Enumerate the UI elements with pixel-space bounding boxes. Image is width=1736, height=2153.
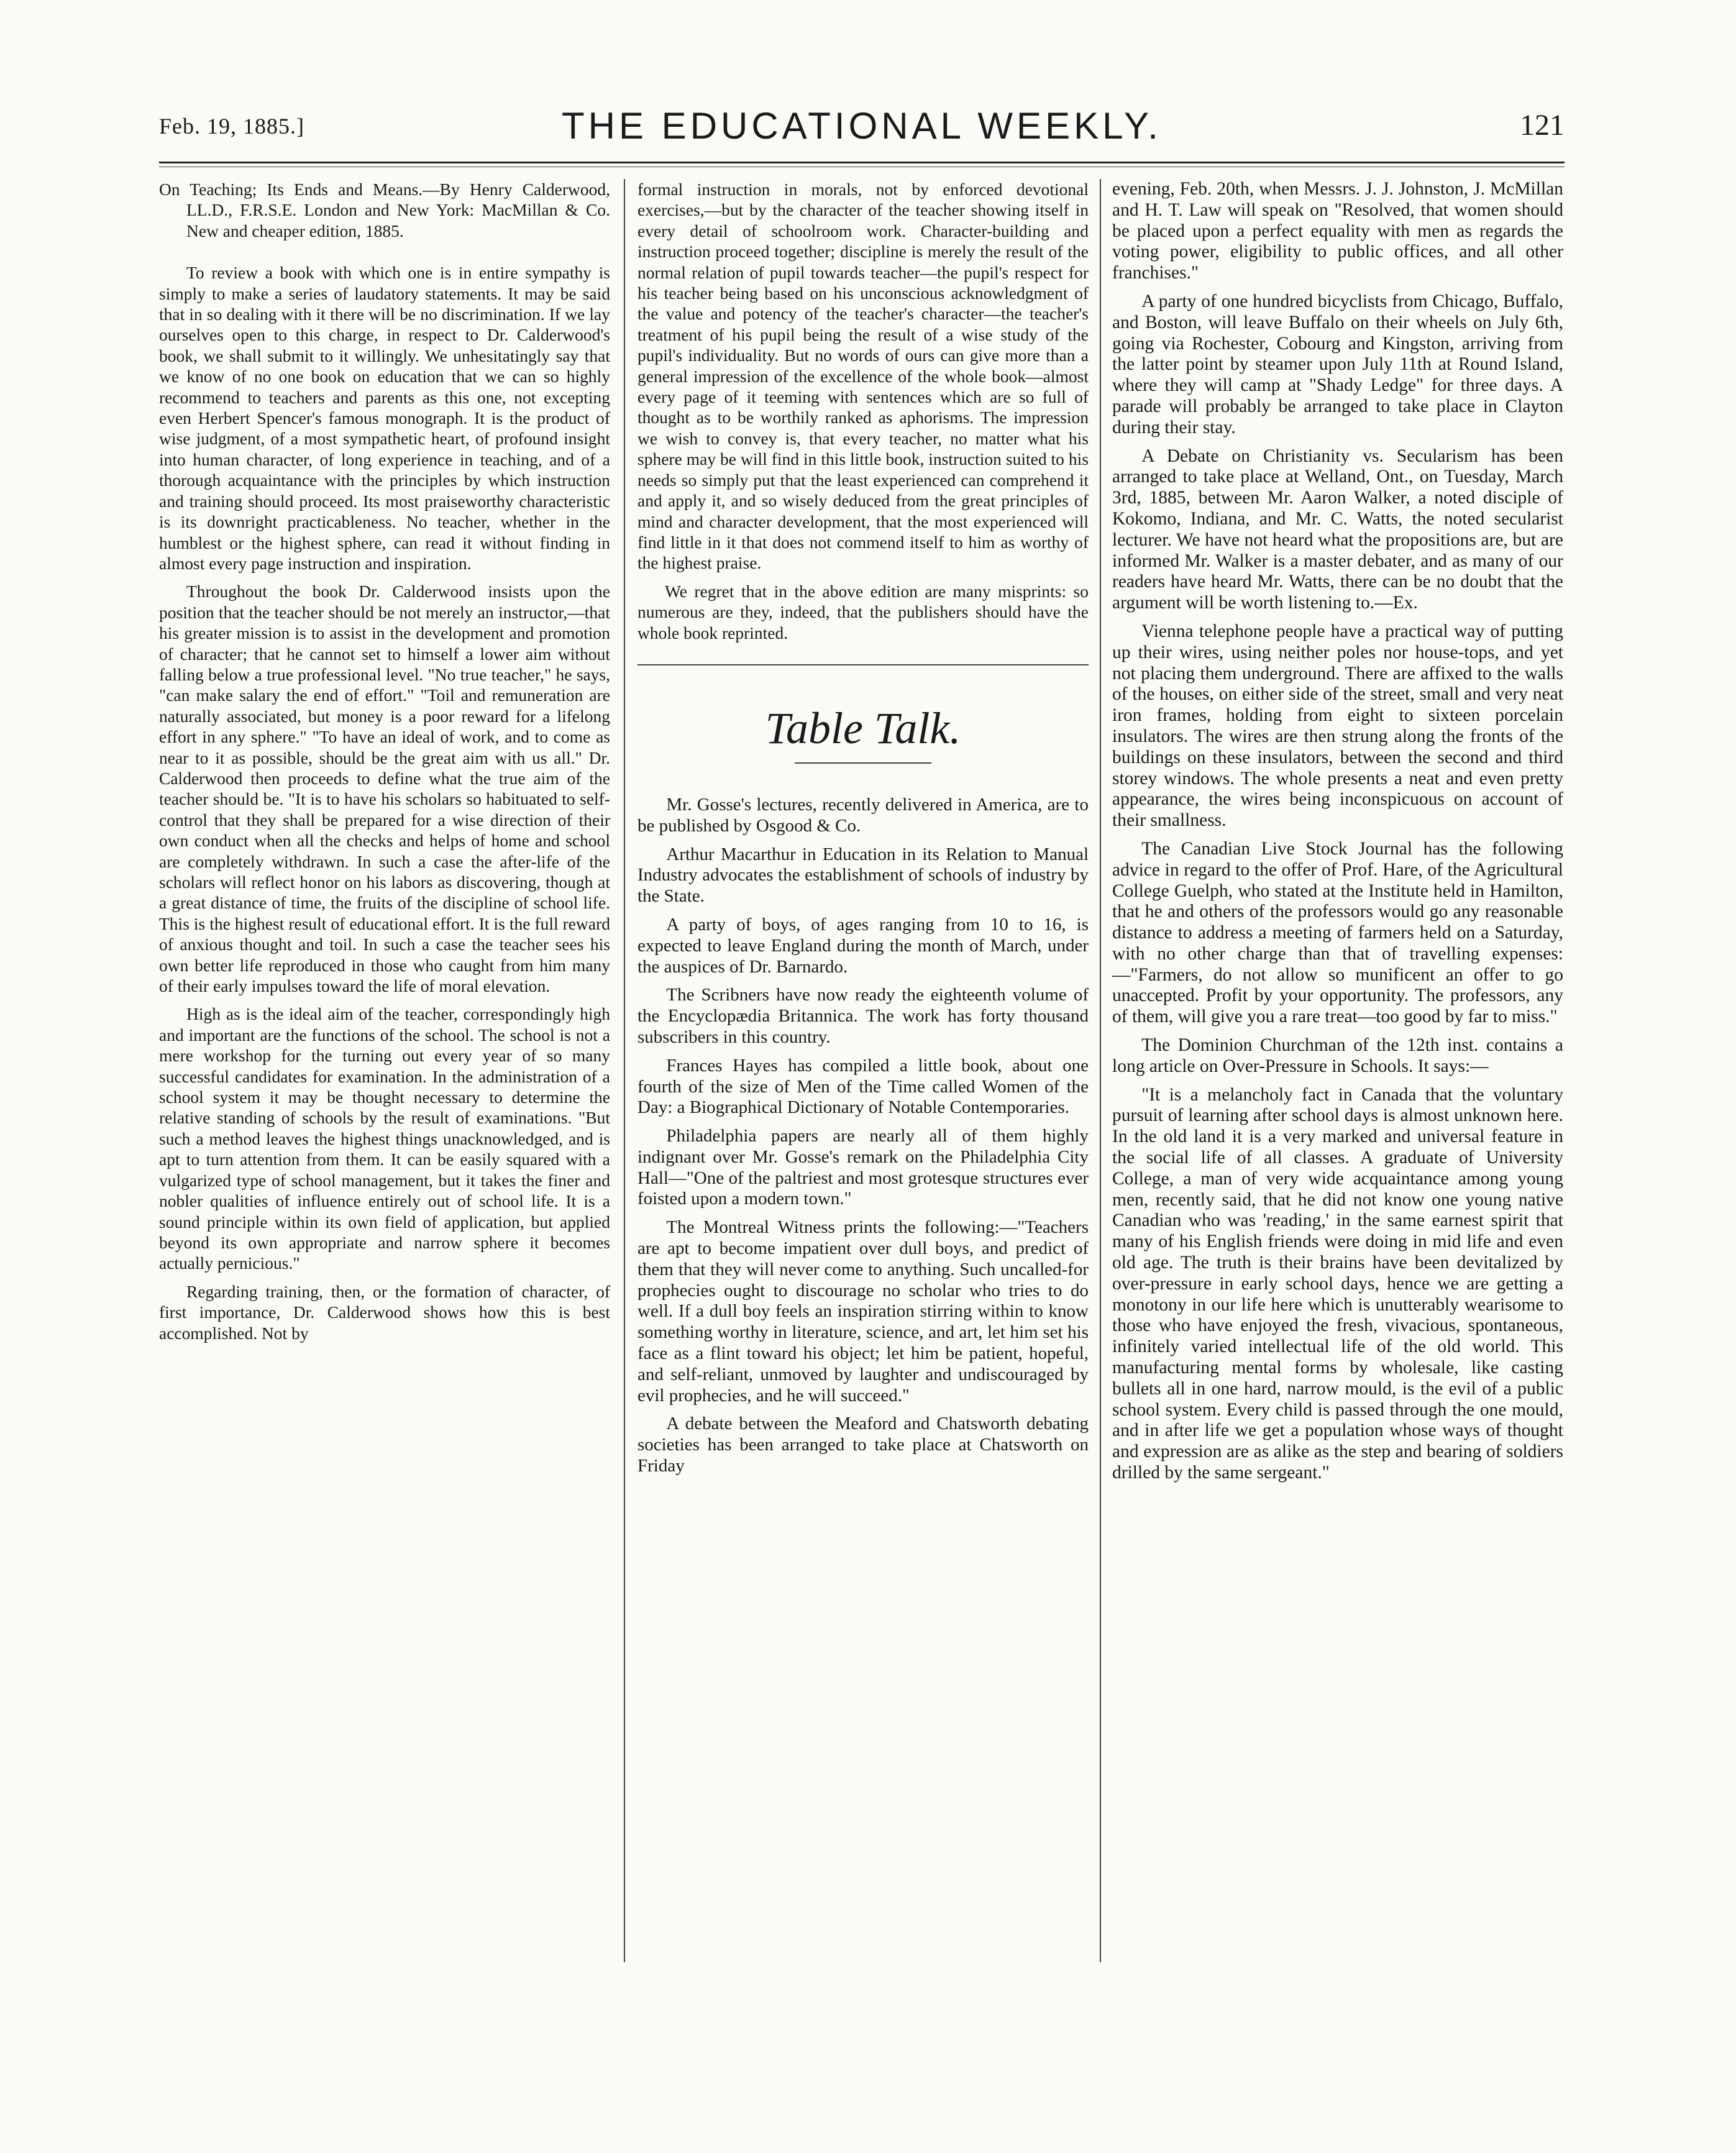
section-title: Table Talk. [765,703,961,753]
page-header [159,104,1565,148]
review-paragraph: High as is the ideal aim of the teacher, correspondingly high and important are the functions of the school. The school is not a mere workshop for the turning out every year of so many successful candidates for examination. In the administration of a school system it may be thought necessary to determine the relative standing of schools by the result of examinations. "But such a method leaves the highest things unacknowledged, and is apt to turn attention from them. It can be easily squared with a vulgarized type of school management, but it takes the finer and nobler qualities of influence entirely out of school life. It is a sound principle within its own field of application, but applied beyond its own appropriate and narrow sphere it becomes actually pernicious." [159,1004,610,1273]
section-rule [637,664,1089,665]
review-paragraph: To review a book with which one is in entire sympathy is simply to make a series of laudatory statements. It may be said that in so dealing with it there will be no discrimination. If we lay ourselves open to this charge, in respect to Dr. Calderwood's book, we shall submit to it willingly. We unhesitatingly say that we know of no one book on education that we can so highly recommend to teachers and parents as this one, not excepting even Herbert Spencer's famous monograph. It is the product of wise judgment, of a most sympathetic heart, of profound insight into human character, of long experience in teaching, and of a thorough acquaintance with the principles by which instruction and training should proceed. Its most praiseworthy characteristic is its downright practicableness. No teacher, whether in the humblest or the highest sphere, can read it without finding in almost every page instruction and inspiration. [159,263,610,573]
issue-date: Feb. 19, 1885.] [159,114,304,139]
news-item: A Debate on Christianity vs. Secularism has been arranged to take place at Welland, Ont., on Tuesday, March 3rd, 1885, between Mr. Aaron Walker, a noted disciple of Kokomo, Indiana, and Mr. C. Watts, the noted secularist lecturer. We have not heard what the propositions are, but are informed Mr. Walker is a master debater, and as many of our readers have heard Mr. Watts, there can be no doubt that the argument will be worth listening to.—Ex. [1112,446,1563,613]
news-item: Philadelphia papers are nearly all of them highly indignant over Mr. Gosse's remark on the Philadelphia City Hall—"One of the paltriest and most grotesque structures ever foisted upon a modern town." [637,1126,1089,1209]
news-item: The Canadian Live Stock Journal has the following advice in regard to the offer of Prof. Hare, of the Agricultural College Guelph, who stated at the Institute held in Hamilton, that he and others of the professors would go any reasonable distance to address a meeting of farmers held on a Saturday, with no other charge than that of travelling expenses:—"Farmers, do not allow so munificent an offer to go unaccepted. Profit by your opportunity. The professors, any of them, will give you a rare treat—too good by far to miss." [1112,838,1563,1027]
page-number: 121 [1520,109,1565,142]
journal-title: THE EDUCATIONAL WEEKLY. [562,105,1162,147]
news-item: A party of boys, of ages ranging from 10 to 16, is expected to leave England during the month of March, under the auspices of Dr. Barnardo. [637,914,1089,977]
news-item: The Dominion Churchman of the 12th inst. contains a long article on Over-Pressure in Schools. It says:— [1112,1035,1563,1076]
column-divider [624,179,625,1962]
news-item: The Montreal Witness prints the following:—"Teachers are apt to become impatient over dull boys, and predict of them that they will never come to anything. Such uncalled-for prophecies ought to discourage no scholar who tries to do well. If a dull boy feels an inspiration stirring within to know something worthy in literature, science, and art, let him set his face as a flint toward his object; let him be patient, hopeful, and self-reliant, unmoved by laughter and undiscouraged by evil prophecies, and he will succeed." [637,1217,1089,1406]
news-item: evening, Feb. 20th, when Messrs. J. J. Johnston, J. McMillan and H. T. Law will speak on "Resolved, that women should be placed upon a perfect equality with men as regards the voting power, eligibility to public offices, and all other franchises." [1112,179,1563,283]
news-item: Arthur Macarthur in Education in its Relation to Manual Industry advocates the establishment of schools of industry by the State. [637,844,1089,907]
title-ornament-rule [795,762,931,764]
review-paragraph: Throughout the book Dr. Calderwood insists upon the position that the teacher should be not merely an instructor,—that his greater mission is to assist in the development and promotion of character; that he cannot set to himself a lower aim without falling below a true professional level. "No true teacher," he says, "can make salary the end of effort." "Toil and remuneration are naturally associated, but money is a poor reward for a lifelong effort in any sphere." "To have an ideal of work, and to come as near to it as possible, should be the great aim with us all." Dr. Calderwood then proceeds to define what the true aim of the teacher should be. "It is to have his scholars so habituated to self-control that they shall be prepared for a wise direction of their own conduct when all the checks and helps of home and school are completely withdrawn. In such a case the after-life of the scholars will reflect honor on his labors as discovering, though at a great distance of time, the fruits of the discipline of school life. This is the highest result of educational effort. It is the full reward of anxious thought and toil. In such a case the teacher sees his own better life reproduced in those who caught from him many of their early impulses toward the life of moral elevation. [159,582,610,996]
news-item: Mr. Gosse's lectures, recently delivered in America, are to be published by Osgood & Co. [637,794,1089,836]
news-item: "It is a melancholy fact in Canada that the voluntary pursuit of learning after school days is almost unknown here. In the old land it is a very marked and universal feature in the social life of all classes. A graduate of University College, a man of very wide acquaintance among young men, recently said, that he did not know one young native Canadian who was 'reading,' in the same earnest spirit that many of his English friends were doing in mid life and even old age. The truth is their brains have been devitalized by over-pressure in early school days, hence we are getting a monotony in our life here which is unutterably wearisome to those who have enjoyed the fresh, vivacious, spontaneous, infinitely varied intellectual life of the old world. This manufacturing mental forms by wholesale, like casting bullets all in one hard, narrow mould, is the evil of a public school system. Every child is passed through the one mould, and in after life we get a population whose ways of thought and expression are as alike as the step and bearing of soldiers drilled by the same sergeant." [1112,1084,1563,1483]
news-item: A party of one hundred bicyclists from Chicago, Buffalo, and Boston, will leave Buffalo on their wheels on July 6th, going via Rochester, Cobourg and Kingston, arriving from the latter point by steamer upon July 11th at Round Island, where they will camp at "Shady Ledge" for three days. A parade will probably be arranged to take place in Clayton during their stay. [1112,291,1563,437]
column-divider [1100,179,1101,1962]
news-item: A debate between the Meaford and Chatsworth debating societies has been arranged to take place at Chatsworth on Friday [637,1414,1089,1476]
table-talk-items [637,795,1089,1477]
column-3 [1112,179,1563,1491]
review-paragraph: formal instruction in morals, not by enforced devotional exercises,—but by the character of the teacher showing itself in every detail of schoolroom work. Character-building and instruction proceed together; discipline is merely the result of the normal relation of pupil towards teacher—the pupil's respect for his teacher being based on his unconscious acknowledgment of the value and potency of the teacher's character—the teacher's treatment of his pupil being the result of a wise study of the pupil's individuality. But no words of ours can give more than a general impression of the excellence of the whole book—almost every page of it teeming with sentences which are so full of thought as to be worthily ranked as aphorisms. The impression we wish to convey is, that every teacher, no matter what his sphere may be will find in this little book, instruction suited to his needs so simply put that the least experienced can comprehend it and apply it, and so wisely deduced from the great principles of mind and character development, that the most experienced will find little in it that does not commend itself to him as worthy of the highest praise. [637,180,1089,573]
review-paragraph: Regarding training, then, or the formation of character, of first importance, Dr. Calderwood shows how this is best accomplished. Not by [159,1281,610,1343]
header-rule [159,162,1565,163]
review-paragraph: We regret that in the above edition are many misprints: so numerous are they, indeed, that the publishers should have the whole book reprinted. [637,581,1089,642]
book-reference: On Teaching; Its Ends and Means.—By Henry Calderwood, LL.D., F.R.S.E. London and New York: MacMillan & Co. New and cheaper edition, 1885. [159,180,610,240]
news-item: Frances Hayes has compiled a little book, about one fourth of the size of Men of the Time called Women of the Day: a Biographical Dictionary of Notable Contemporaries. [637,1055,1089,1118]
column-1 [159,179,610,1351]
column-2 [637,179,1089,1484]
news-item: Vienna telephone people have a practical way of putting up their wires, using neither poles nor house-tops, and yet not placing them underground. There are affixed to the walls of the houses, on either side of the street, small and very neat iron frames, holding from eight to sixteen porcelain insulators. The wires are then strung along the fronts of the buildings on these insulators, between the second and third storey windows. The whole presents a neat and even pretty appearance, the wires being inconspicuous on account of their smallness. [1112,621,1563,831]
news-item: The Scribners have now ready the eighteenth volume of the Encyclopædia Britannica. The work has forty thousand subscribers in this country. [637,985,1089,1047]
